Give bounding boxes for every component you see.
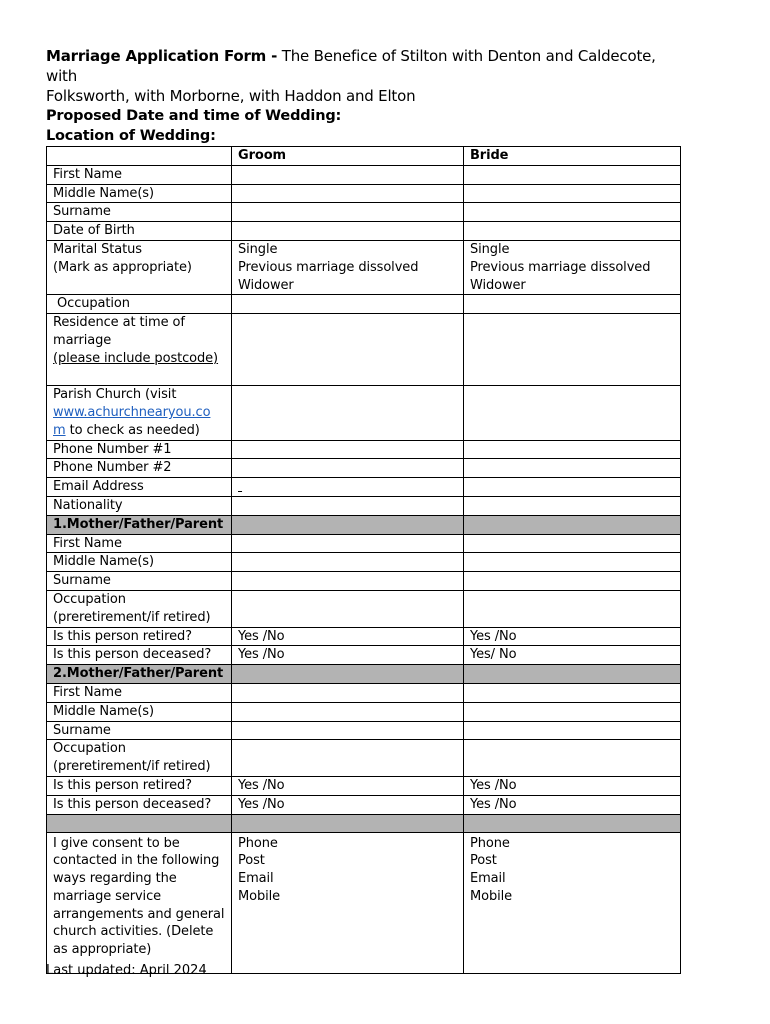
parent1-bride-first-name-field[interactable] — [464, 534, 681, 553]
table-row — [47, 459, 681, 478]
parent1-deceased-label: Is this person deceased? — [47, 646, 232, 665]
parent2-groom-middle-names-field[interactable] — [232, 702, 464, 721]
parent2-first-name-label: First Name — [47, 683, 232, 702]
marital-status-label-line1: Marital Status — [53, 241, 142, 257]
table-row — [47, 203, 681, 222]
parent1-groom-first-name-field[interactable] — [232, 534, 464, 553]
bride-first-name-field[interactable] — [464, 165, 681, 184]
table-row — [47, 184, 681, 203]
parent2-surname-label: Surname — [47, 721, 232, 740]
divider-row — [47, 814, 681, 832]
middle-names-label: Middle Name(s) — [47, 184, 232, 203]
consent-row — [47, 832, 681, 973]
parent2-groom-shade — [232, 665, 464, 684]
bride-marital-option[interactable]: Single — [470, 241, 510, 257]
parent2-heading: 2.Mother/Father/Parent — [47, 665, 232, 684]
parent2-bride-deceased-field[interactable]: Yes /No — [464, 795, 681, 814]
table-row — [47, 646, 681, 665]
parent2-groom-first-name-field[interactable] — [232, 683, 464, 702]
groom-marital-option[interactable]: Single — [238, 241, 278, 257]
bride-middle-names-field[interactable] — [464, 184, 681, 203]
groom-phone1-field[interactable] — [232, 440, 464, 459]
table-row — [47, 534, 681, 553]
parent1-groom-deceased-field[interactable]: Yes /No — [232, 646, 464, 665]
residence-label-line3: (please include postcode) — [53, 350, 219, 366]
bride-marital-option[interactable]: Previous marriage dissolved — [470, 259, 651, 275]
groom-middle-names-field[interactable] — [232, 184, 464, 203]
table-row — [47, 440, 681, 459]
residence-label-line2: marriage — [53, 332, 112, 348]
parent1-first-name-label: First Name — [47, 534, 232, 553]
parish-church-label — [47, 386, 232, 440]
bride-marital-option[interactable]: Widower — [470, 277, 526, 293]
parent2-occupation-line1: Occupation — [53, 741, 126, 757]
groom-email-field[interactable] — [232, 478, 464, 497]
divider-shade — [232, 814, 464, 832]
bride-residence-field[interactable] — [464, 314, 681, 386]
consent-label-line: as appropriate) — [53, 942, 152, 958]
parent1-bride-surname-field[interactable] — [464, 572, 681, 591]
table-row — [47, 795, 681, 814]
bride-nationality-field[interactable] — [464, 496, 681, 515]
email-label: Email Address — [47, 478, 232, 497]
parent1-groom-retired-field[interactable]: Yes /No — [232, 627, 464, 646]
table-row — [47, 314, 681, 386]
parent2-bride-occupation-field[interactable] — [464, 740, 681, 777]
parent1-bride-occupation-field[interactable] — [464, 590, 681, 627]
bride-consent-option[interactable]: Post — [470, 853, 497, 869]
bride-marital-status-field[interactable] — [464, 240, 681, 294]
groom-residence-field[interactable] — [232, 314, 464, 386]
groom-consent-option[interactable]: Mobile — [238, 888, 281, 904]
bride-parish-field[interactable] — [464, 386, 681, 440]
consent-label — [47, 832, 232, 973]
parent2-groom-retired-field[interactable]: Yes /No — [232, 776, 464, 795]
consent-label-line: church activities. (Delete — [53, 924, 214, 940]
parent1-middle-names-label: Middle Name(s) — [47, 553, 232, 572]
residence-label-line1: Residence at time of — [53, 315, 185, 331]
table-row — [47, 478, 681, 497]
groom-marital-option[interactable]: Widower — [238, 277, 294, 293]
header-blank-cell — [47, 147, 232, 166]
parent2-section-row — [47, 665, 681, 684]
achurchnearyou-link[interactable]: www.achurchnearyou.co — [53, 404, 211, 420]
table-row — [47, 165, 681, 184]
bride-consent-option[interactable]: Mobile — [470, 888, 513, 904]
parent1-bride-retired-field[interactable]: Yes /No — [464, 627, 681, 646]
divider-shade — [464, 814, 681, 832]
groom-first-name-field[interactable] — [232, 165, 464, 184]
parent2-groom-occupation-field[interactable] — [232, 740, 464, 777]
occupation-label: Occupation — [47, 295, 232, 314]
parent2-bride-surname-field[interactable] — [464, 721, 681, 740]
table-row — [47, 222, 681, 241]
table-row — [47, 572, 681, 591]
groom-nationality-field[interactable] — [232, 496, 464, 515]
phone2-label: Phone Number #2 — [47, 459, 232, 478]
parent1-groom-occupation-field[interactable] — [232, 590, 464, 627]
parent2-bride-retired-field[interactable]: Yes /No — [464, 776, 681, 795]
parent2-occupation-label — [47, 740, 232, 777]
phone1-label: Phone Number #1 — [47, 440, 232, 459]
application-table — [46, 146, 681, 974]
form-title-bold: Marriage Application Form - — [46, 47, 278, 65]
groom-occupation-field[interactable] — [232, 295, 464, 314]
consent-label-line: I give consent to be — [53, 835, 180, 851]
parent2-occupation-line2: (preretirement/if retired) — [53, 759, 211, 775]
table-row — [47, 702, 681, 721]
groom-dob-field[interactable] — [232, 222, 464, 241]
parent1-bride-shade — [464, 515, 681, 534]
form-title — [46, 46, 686, 86]
groom-consent-option[interactable]: Post — [238, 853, 265, 869]
groom-column-header: Groom — [232, 147, 464, 166]
bride-consent-option[interactable]: Phone — [470, 835, 510, 851]
parent2-bride-middle-names-field[interactable] — [464, 702, 681, 721]
bride-occupation-field[interactable] — [464, 295, 681, 314]
bride-phone2-field[interactable] — [464, 459, 681, 478]
table-row — [47, 553, 681, 572]
consent-label-line: arrangements and general — [53, 906, 225, 922]
proposed-date-heading: Proposed Date and time of Wedding: — [46, 108, 342, 124]
location-heading: Location of Wedding: — [46, 128, 216, 144]
groom-consent-field[interactable] — [232, 832, 464, 973]
first-name-label: First Name — [47, 165, 232, 184]
parent1-groom-shade — [232, 515, 464, 534]
dob-label: Date of Birth — [47, 222, 232, 241]
groom-surname-field[interactable] — [232, 203, 464, 222]
last-updated-footer: Last updated: April 2024 — [46, 963, 207, 978]
parent1-section-row — [47, 515, 681, 534]
parent1-groom-middle-names-field[interactable] — [232, 553, 464, 572]
parent1-occupation-line2: (preretirement/if retired) — [53, 609, 211, 625]
parent1-groom-surname-field[interactable] — [232, 572, 464, 591]
parent1-occupation-line1: Occupation — [53, 591, 126, 607]
parent1-bride-deceased-field[interactable]: Yes/ No — [464, 646, 681, 665]
form-title-line2: Folksworth, with Morborne, with Haddon and Elton — [46, 87, 416, 105]
table-row — [47, 776, 681, 795]
parent1-bride-middle-names-field[interactable] — [464, 553, 681, 572]
groom-marital-option[interactable]: Previous marriage dissolved — [238, 259, 419, 275]
parent2-retired-label: Is this person retired? — [47, 776, 232, 795]
groom-marital-status-field[interactable] — [232, 240, 464, 294]
surname-label: Surname — [47, 203, 232, 222]
bride-consent-field[interactable] — [464, 832, 681, 973]
table-row — [47, 721, 681, 740]
parent2-groom-deceased-field[interactable]: Yes /No — [232, 795, 464, 814]
parent1-occupation-label — [47, 590, 232, 627]
bride-phone1-field[interactable] — [464, 440, 681, 459]
groom-parish-field[interactable] — [232, 386, 464, 440]
bride-surname-field[interactable] — [464, 203, 681, 222]
parent1-heading: 1.Mother/Father/Parent — [47, 515, 232, 534]
table-header-row — [47, 147, 681, 166]
table-row — [47, 627, 681, 646]
parent2-middle-names-label: Middle Name(s) — [47, 702, 232, 721]
table-row — [47, 386, 681, 440]
bride-email-field[interactable] — [464, 478, 681, 497]
divider-shade — [47, 814, 232, 832]
consent-label-line: contacted in the following — [53, 853, 220, 869]
consent-label-line: marriage service — [53, 888, 162, 904]
table-row — [47, 740, 681, 777]
table-row — [47, 683, 681, 702]
parent2-deceased-label: Is this person deceased? — [47, 795, 232, 814]
table-row — [47, 295, 681, 314]
parent2-bride-first-name-field[interactable] — [464, 683, 681, 702]
table-row — [47, 590, 681, 627]
achurchnearyou-link-end[interactable]: m — [53, 422, 66, 438]
nationality-label: Nationality — [47, 496, 232, 515]
groom-phone2-field[interactable] — [232, 459, 464, 478]
bride-consent-option[interactable]: Email — [470, 871, 506, 887]
parish-label-line1: Parish Church (visit — [53, 387, 177, 403]
parent1-retired-label: Is this person retired? — [47, 627, 232, 646]
bride-dob-field[interactable] — [464, 222, 681, 241]
groom-consent-option[interactable]: Phone — [238, 835, 278, 851]
consent-label-line: ways regarding the — [53, 871, 177, 887]
form-page — [46, 46, 686, 974]
marital-status-label-line2: (Mark as appropriate) — [53, 259, 192, 275]
bride-column-header: Bride — [464, 147, 681, 166]
table-row — [47, 496, 681, 515]
marital-status-label — [47, 240, 232, 294]
form-title-rest: The Benefice of Stilton with Denton and Caldecote, with — [46, 47, 656, 85]
residence-label — [47, 314, 232, 386]
parent2-groom-surname-field[interactable] — [232, 721, 464, 740]
parent2-bride-shade — [464, 665, 681, 684]
email-underline-mark — [238, 479, 242, 494]
table-row — [47, 240, 681, 294]
groom-consent-option[interactable]: Email — [238, 871, 274, 887]
parish-label-line3: to check as needed) — [65, 422, 200, 438]
parent1-surname-label: Surname — [47, 572, 232, 591]
